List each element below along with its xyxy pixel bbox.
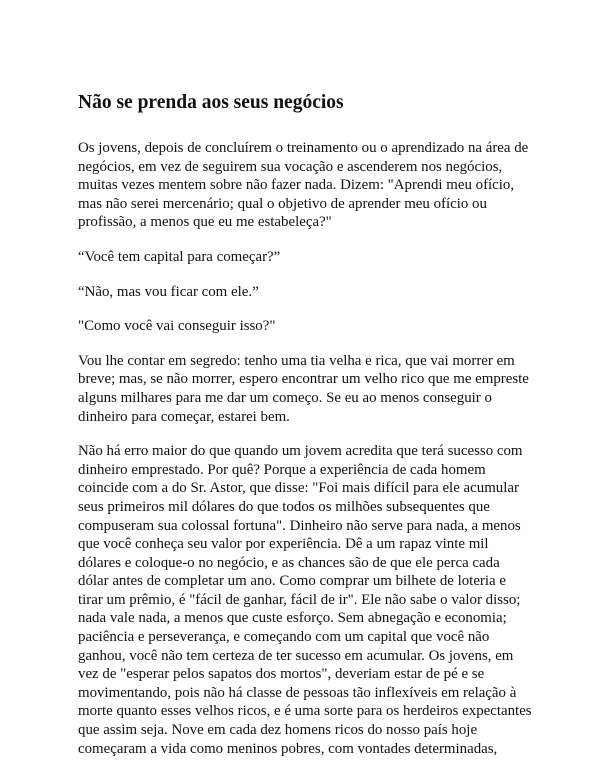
paragraph-container — [78, 139, 548, 758]
text-line: mas não serei mercenário; qual o objetivo de aprender meu ofício ou — [78, 195, 487, 212]
page-title: Não se prenda aos seus negócios — [78, 92, 344, 113]
text-line: compuseram sua colossal fortuna". Dinheiro não serve para nada, a menos — [78, 517, 521, 534]
text-line: “Não, mas vou ficar com ele.” — [78, 283, 259, 300]
paragraph — [78, 352, 548, 426]
text-line: dólar antes de completar um ano. Como comprar um bilhete de loteria e — [78, 573, 506, 590]
paragraph — [78, 139, 548, 232]
text-line: profissão, a menos que eu me estabeleça?" — [78, 214, 332, 231]
text-line: vez de "esperar pelos sapatos dos mortos", deveriam estar de pé e se — [78, 666, 485, 683]
text-line: alguns milhares para me dar um começo. Se eu ao menos conseguir o — [78, 389, 492, 406]
text-line: Não há erro maior do que quando um jovem acredita que terá sucesso com — [78, 443, 523, 460]
text-line: dólares e coloque-o no negócio, e as chances são de que ele perca cada — [78, 554, 500, 571]
text-line: breve; mas, se não morrer, espero encontrar um velho rico que me empreste — [78, 371, 529, 388]
text-line: coincide com a do Sr. Astor, que disse: "Foi mais difícil para ele acumular — [78, 480, 519, 497]
text-line: muitas vezes mentem sobre não fazer nada. Dizem: "Aprendi meu ofício, — [78, 177, 515, 194]
text-line: seus primeiros mil dólares do que todos os milhões subsequentes que — [78, 498, 490, 515]
text-line: negócios, em vez de seguirem sua vocação e ascenderem nos negócios, — [78, 158, 503, 175]
text-line: movimentando, pois não há classe de pessoas tão inflexíveis em relação à — [78, 684, 517, 701]
text-line: "Como você vai conseguir isso?" — [78, 318, 276, 335]
text-line: “Você tem capital para começar?” — [78, 248, 281, 265]
text-line: dinheiro emprestado. Por quê? Porque a experiência de cada homem — [78, 461, 486, 478]
paragraph — [78, 248, 548, 267]
text-line: paciência e perseverança, e começando com um capital que você não — [78, 629, 490, 646]
text-line: começaram a vida como meninos pobres, com vontades determinadas, — [78, 740, 498, 757]
text-line: ganhou, você não tem certeza de ter sucesso em acumular. Os jovens, em — [78, 647, 514, 664]
document-body — [78, 91, 548, 774]
text-line: Os jovens, depois de concluírem o treinamento ou o aprendizado na área de — [78, 140, 529, 156]
text-line: dinheiro para começar, estarei bem. — [78, 408, 290, 425]
text-line: Vou lhe contar em segredo: tenho uma tia velha e rica, que vai morrer em — [78, 352, 515, 369]
text-line: nada vale nada, a menos que custe esforço. Sem abnegação e economia; — [78, 610, 507, 627]
paragraph — [78, 317, 548, 336]
paragraph — [78, 442, 548, 758]
text-line: que assim seja. Nove em cada dez homens ricos do nosso país hoje — [78, 722, 478, 739]
text-line: que você conheça seu valor por experiência. Dê a um rapaz vinte mil — [78, 536, 489, 553]
text-line: tirar um prêmio, é "fácil de ganhar, fácil de ir". Ele não sabe o valor disso; — [78, 591, 521, 608]
text-line: morte quanto esses velhos ricos, e é uma sorte para os herdeiros expectantes — [78, 703, 532, 720]
paragraph — [78, 283, 548, 302]
